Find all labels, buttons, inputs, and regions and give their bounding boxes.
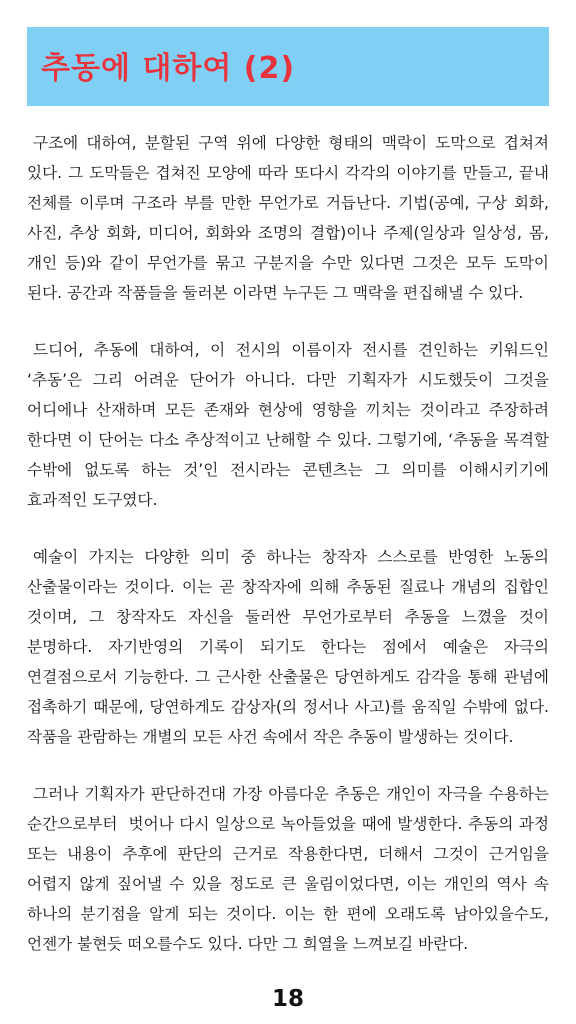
page-number: 18 — [271, 986, 304, 1012]
article-body — [27, 128, 554, 986]
paragraph-structure: 구조에 대하여, 분할된 구역 위에 다양한 형태의 맥락이 도막으로 겹쳐져 있다. 그 도막들은 겹쳐진 모양에 따라 또다시 각각의 이야기를 만들고, 끝내 전체를 이루며 구조라 부를 만한 무언가로 거듭난다. 기법(공예, 구상 회화, 사진, 추상 회화, 미디어, 회화와 조명의 결합)이나 주제(일상과 일상성, 몸, 개인 등)와 같이 무언가를 묶고 구분지을 수만 있다면 그것은 모두 도막이 된다. 공간과 작품들을 둘러본 이라면 누구든 그 맥락을 편집해낼 수 있다. — [27, 134, 554, 302]
title-banner — [27, 27, 549, 106]
paragraph-conclusion: 그러나 기획자가 판단하건대 가장 아름다운 추동은 개인이 자극을 수용하는 순간으로부터 벗어나 다시 일상으로 녹아들었을 때에 발생한다. 추동의 과정 또는 내용이 추후에 판단의 근거로 작용한다면, 더해서 그것이 근거임을 어렵지 않게 짚어낼 수 있을 정도로 큰 울림이었다면, 이는 개인의 역사 속 하나의 분기점을 알게 되는 것이다. 이는 한 편에 오래도록 남아있을수도, 언젠가 불현듯 떠오를수도 있다. 다만 그 희열을 느껴보길 바란다. — [27, 785, 554, 953]
page-title: 추동에 대하여 (2) — [41, 50, 296, 86]
paragraph-art: 예술이 가지는 다양한 의미 중 하나는 창작자 스스로를 반영한 노동의 산출물이라는 것이다. 이는 곧 창작자에 의해 추동된 질료나 개념의 집합인 것이며, 그 창작자도 자신을 둘러싼 무언가로부터 추동을 느꼈을 것이 분명하다. 자기반영의 기록이 되기도 한다는 점에서 예술은 자극의 연결점으로서 기능한다. 그 근사한 산출물은 당연하게도 감각을 통해 관념에 접촉하기 때문에, 당연하게도 감상자(의 정서나 사고)를 움직일 수밖에 없다. 작품을 관람하는 개별의 모든 사건 속에서 작은 추동이 발생하는 것이다. — [27, 548, 554, 746]
paragraph-impetus: 드디어, 추동에 대하여, 이 전시의 이름이자 전시를 견인하는 키워드인 ‘추동’은 그리 어려운 단어가 아니다. 다만 기획자가 시도했듯이 그것을 어디에나 산재하며 모든 존재와 현상에 영향을 끼치는 것이라고 주장하려 한다면 이 단어는 다소 추상적이고 난해할 수 있다. 그렇기에, ‘추동을 목격할 수밖에 없도록 하는 것’인 전시라는 콘텐츠는 그 의미를 이해시키기에 효과적인 도구였다. — [27, 341, 554, 509]
